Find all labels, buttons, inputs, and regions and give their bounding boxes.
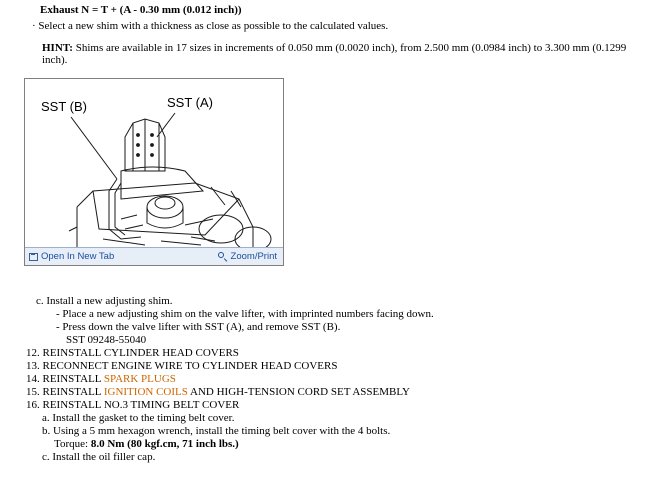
zoom-print-label[interactable]: Zoom/Print [230,251,277,262]
engine-shim-illustration [25,79,283,247]
step-16b: b. Using a 5 mm hexagon wrench, install the timing belt cover with the 4 bolts. [42,425,391,437]
hint-label: HINT: [42,42,73,54]
procedure-steps [0,295,650,464]
step-15-suffix: AND HIGH-TENSION CORD SET ASSEMBLY [187,386,410,398]
figure-toolbar [25,247,283,265]
spark-plugs-link[interactable]: SPARK PLUGS [103,373,176,385]
step-15-prefix: 15. REINSTALL [26,386,104,398]
step-c-sst-number: SST 09248-55040 [66,334,147,346]
step-12: 12. REINSTALL CYLINDER HEAD COVERS [26,347,239,359]
torque-value: 8.0 Nm (80 kgf.cm, 71 inch lbs.) [90,438,239,450]
figure-panel [24,78,284,266]
top-text-block [0,0,650,66]
step-c-sub-press-lifter: - Press down the valve lifter with SST (A), and remove SST (B). [56,321,341,333]
hint-line [42,42,636,66]
step-14-prefix: 14. REINSTALL [26,373,104,385]
step-16c: c. Install the oil filler cap. [42,451,156,463]
step-14 [26,373,636,385]
step-c-sub-place-shim: - Place a new adjusting shim on the valve lifter, with imprinted numbers facing down. [56,308,434,320]
step-16: 16. REINSTALL NO.3 TIMING BELT COVER [26,399,240,411]
open-in-new-tab-label[interactable]: Open In New Tab [41,251,115,262]
ignition-coils-link[interactable]: IGNITION COILS [103,386,188,398]
step-15 [26,386,636,398]
step-c-install-shim: c. Install a new adjusting shim. [36,295,173,307]
new-tab-icon [29,253,38,261]
figure-label-right: SST (A) [167,95,213,110]
exhaust-spec-line: Exhaust N = T + (A - 0.30 mm (0.012 inch)) [40,4,242,16]
hint-text: Shims are available in 17 sizes in increments of 0.050 mm (0.0020 inch), from 2.500 mm (0.0984 inch) to 3.300 mm (0.1299 inch). [42,42,627,66]
select-shim-bullet: · Select a new shim with a thickness as close as possible to the calculated values. [32,20,389,32]
open-in-new-tab-button[interactable] [29,251,114,262]
figure-label-left: SST (B) [41,99,87,114]
step-16a: a. Install the gasket to the timing belt cover. [42,412,235,424]
step-13: 13. RECONNECT ENGINE WIRE TO CYLINDER HEAD COVERS [26,360,338,372]
magnifier-icon [218,252,228,262]
torque-line [54,438,636,450]
torque-label: Torque: [54,438,91,450]
zoom-print-button[interactable] [218,251,277,262]
